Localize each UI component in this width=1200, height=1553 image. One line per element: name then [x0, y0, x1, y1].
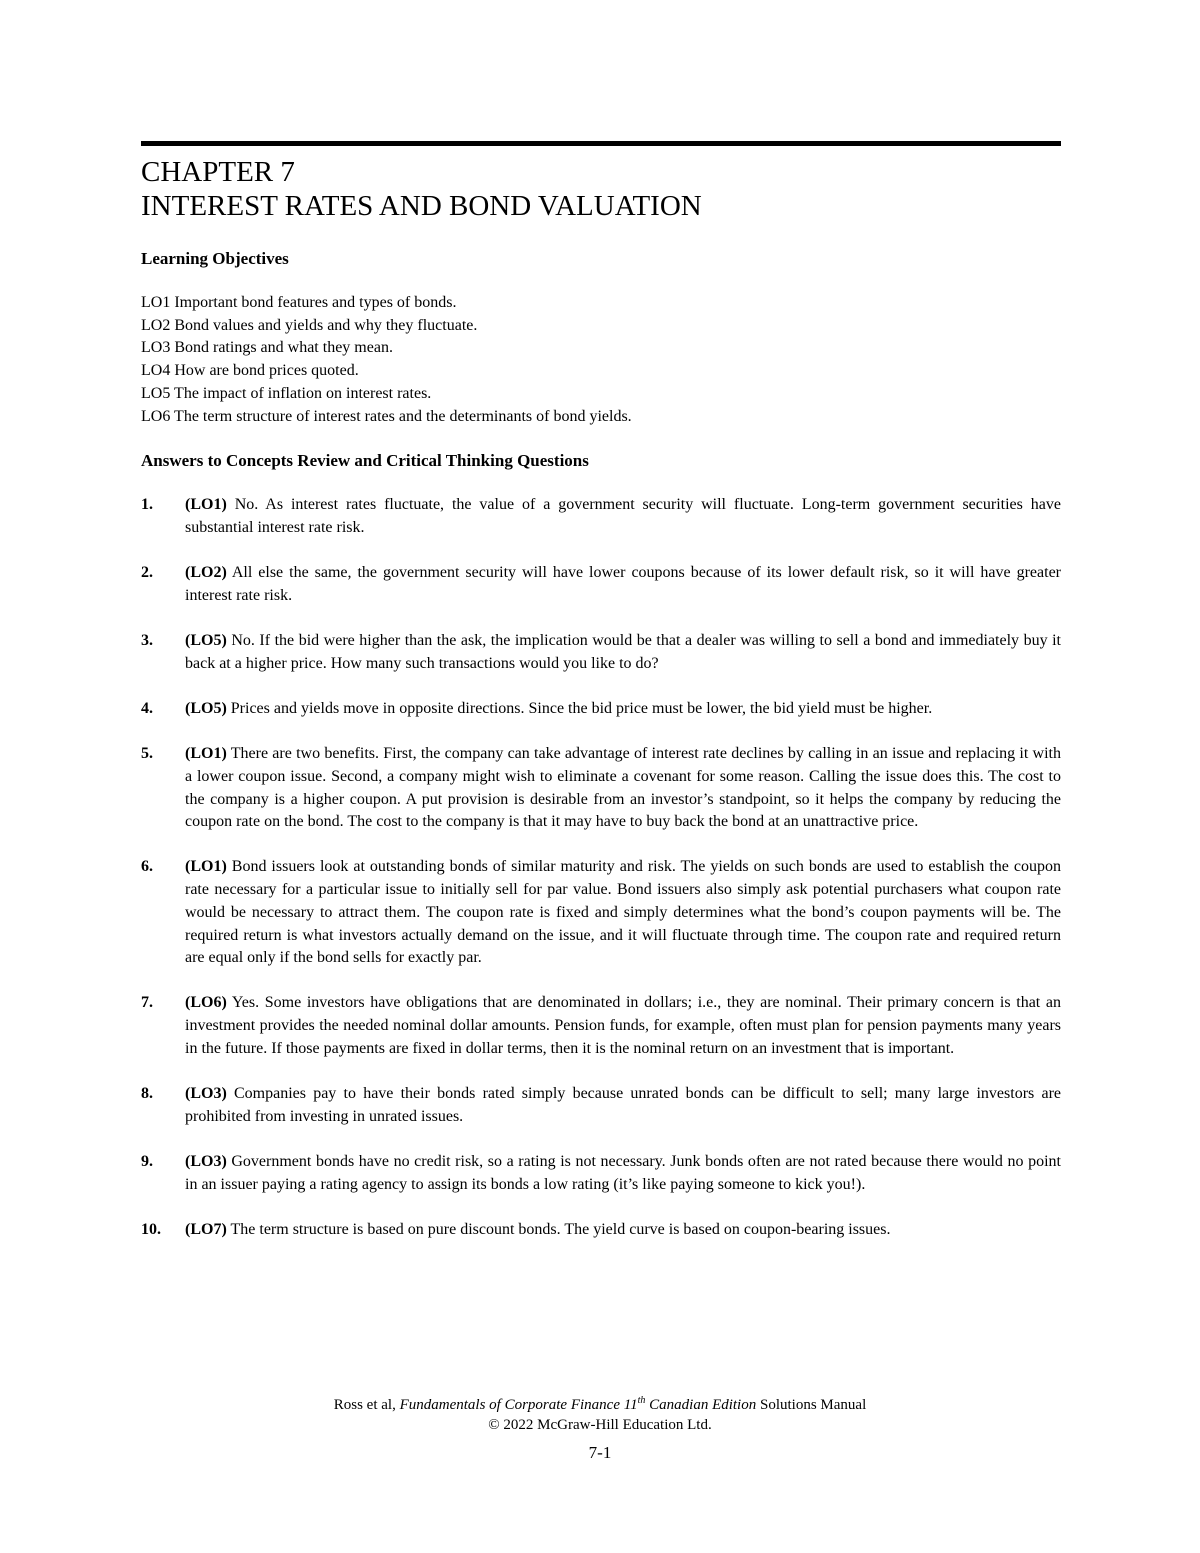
answer-lo-tag: (LO3) [185, 1152, 227, 1170]
learning-objective-item: LO4 How are bond prices quoted. [141, 362, 359, 380]
footer-copyright: © 2022 McGraw-Hill Education Ltd. [488, 1417, 712, 1433]
answer-text: No. As interest rates fluctuate, the value of a government security will fluctuate. Long-term government securities have substantial interest rate risk. [185, 496, 1061, 536]
answer-text: Government bonds have no credit risk, so a rating is not necessary. Junk bonds often are not rated because there would no point in an issuer paying a rating agency to assign its bonds a low rating (it’s like paying someone to kick you!). [185, 1152, 1061, 1193]
answer-number: 3. [141, 632, 153, 650]
answer-item [141, 1219, 1061, 1242]
top-rule [141, 141, 1061, 146]
answer-lo-tag: (LO2) [185, 564, 227, 582]
answer-number: 4. [141, 699, 153, 717]
answer-text: There are two benefits. First, the company can take advantage of interest rate declines by calling in an issue and replacing it with a lower coupon issue. Second, a company might wish to eliminate a covenant for some reason. Calling the issue does this. The cost to the company is a higher coupon. A put provision is desirable from an investor’s standpoint, so it helps the company by reducing the coupon rate on the bond. The cost to the company is that it may have to buy back the bond at an unattractive price. [185, 745, 1061, 831]
answer-body [185, 494, 1061, 539]
learning-objectives-heading: Learning Objectives [141, 249, 289, 268]
answer-number: 8. [141, 1085, 153, 1103]
answer-item [141, 743, 1061, 834]
answers-list [141, 494, 1061, 1241]
page-footer [0, 1391, 1200, 1463]
answer-item [141, 1151, 1061, 1196]
answer-text: The term structure is based on pure discount bonds. The yield curve is based on coupon-bearing issues. [226, 1220, 891, 1238]
answer-number: 1. [141, 496, 153, 514]
document-page [141, 141, 1061, 1264]
answer-item [141, 698, 1061, 721]
answer-item [141, 562, 1061, 607]
answer-text: All else the same, the government security will have lower coupons because of its lower default risk, so it will have greater interest rate risk. [185, 564, 1061, 604]
answer-item [141, 1083, 1061, 1128]
answer-item [141, 494, 1061, 539]
learning-objectives-list [141, 292, 1061, 428]
footer-book-title: Fundamentals of Corporate Finance 11th Canadian Edition [399, 1395, 757, 1413]
answer-lo-tag: (LO6) [185, 994, 227, 1012]
answer-body [185, 1151, 1061, 1196]
answer-number: 9. [141, 1152, 153, 1170]
answer-text: Yes. Some investors have obligations that are denominated in dollars; i.e., they are nominal. Their primary concern is that an investment provides the needed nominal dollar amounts. Pension funds, for example, often must plan for pension payments many years in the future. If those payments are fixed in dollar terms, then it is the nominal return on an investment that is important. [185, 994, 1061, 1057]
learning-objective-item: LO2 Bond values and yields and why they fluctuate. [141, 316, 478, 334]
footer-edition-sup: th [637, 1395, 646, 1406]
answer-item [141, 992, 1061, 1060]
answer-lo-tag: (LO1) [185, 745, 227, 763]
answer-text: Bond issuers look at outstanding bonds of similar maturity and risk. The yields on such bonds are used to establish the coupon rate necessary for a particular issue to initially sell for par value. Bond issuers also simply ask potential purchasers what coupon rate would be necessary to attract them. The coupon rate is fixed and simply determines what the bond’s coupon payments will be. The required return is what investors actually demand on the issue, and it will fluctuate through time. The coupon rate and required return are equal only if the bond sells for exactly par. [185, 858, 1061, 967]
learning-objective-item: LO3 Bond ratings and what they mean. [141, 339, 393, 357]
answer-body [185, 698, 1061, 721]
footer-authors: Ross et al, [333, 1397, 400, 1413]
answer-lo-tag: (LO1) [185, 496, 227, 514]
answer-body [185, 992, 1061, 1060]
footer-manual: Solutions Manual [756, 1397, 867, 1413]
answer-text: No. If the bid were higher than the ask, the implication would be that a dealer was willing to sell a bond and immediately buy it back at a higher price. How many such transactions would you like to do? [185, 632, 1061, 672]
answer-body [185, 562, 1061, 607]
answer-body [185, 630, 1061, 675]
answer-lo-tag: (LO5) [185, 699, 227, 717]
answer-lo-tag: (LO1) [185, 858, 227, 876]
answer-lo-tag: (LO5) [185, 632, 227, 650]
answer-text: Prices and yields move in opposite directions. Since the bid price must be lower, the bid yield must be higher. [226, 699, 933, 717]
answer-item [141, 856, 1061, 970]
answer-body [185, 743, 1061, 834]
answer-body [185, 856, 1061, 970]
footer-citation [0, 1391, 1200, 1415]
learning-objective-item: LO5 The impact of inflation on interest rates. [141, 384, 432, 402]
page-number: 7-1 [588, 1443, 612, 1462]
answer-lo-tag: (LO3) [185, 1085, 227, 1103]
answer-item [141, 630, 1061, 675]
footer-edition: Canadian Edition [645, 1397, 757, 1413]
chapter-number: CHAPTER 7 [141, 156, 295, 188]
answer-number: 6. [141, 858, 153, 876]
learning-objective-item: LO1 Important bond features and types of bonds. [141, 294, 457, 311]
answer-number: 10. [141, 1220, 161, 1238]
answer-body [185, 1219, 1061, 1242]
answer-body [185, 1083, 1061, 1128]
answer-number: 2. [141, 564, 153, 582]
chapter-title: INTEREST RATES AND BOND VALUATION [141, 190, 702, 222]
answer-number: 5. [141, 745, 153, 763]
answer-number: 7. [141, 994, 153, 1012]
answers-heading: Answers to Concepts Review and Critical Thinking Questions [141, 451, 589, 471]
answer-lo-tag: (LO7) [185, 1220, 227, 1238]
learning-objective-item: LO6 The term structure of interest rates and the determinants of bond yields. [141, 407, 632, 425]
answer-text: Companies pay to have their bonds rated simply because unrated bonds can be difficult to sell; many large investors are prohibited from investing in unrated issues. [185, 1085, 1061, 1125]
